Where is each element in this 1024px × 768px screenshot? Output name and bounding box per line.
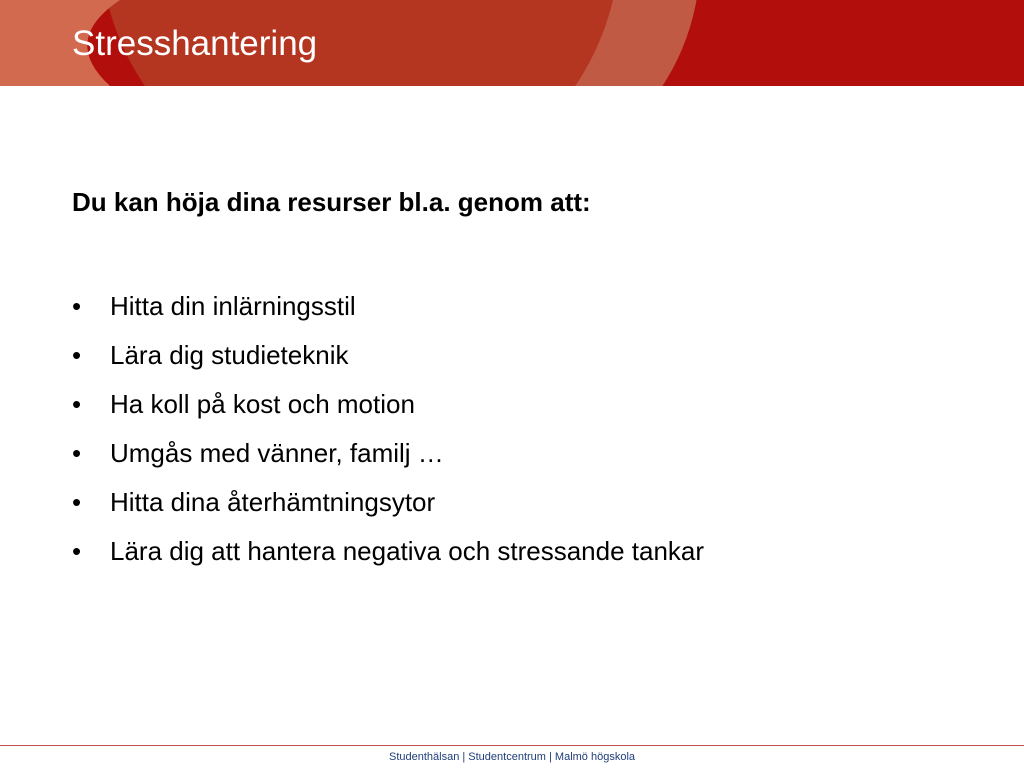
list-item: [72, 429, 704, 478]
list-item-text: Lära dig studieteknik: [110, 340, 349, 370]
bullet-list: [72, 282, 704, 576]
list-item: [72, 282, 704, 331]
list-item-text: Ha koll på kost och motion: [110, 389, 415, 419]
list-item-text: Lära dig att hantera negativa och stressande tankar: [110, 536, 705, 566]
bullet-icon: •: [72, 340, 82, 370]
footer-divider: [0, 745, 1024, 746]
header-band: [0, 0, 1024, 86]
list-item: [72, 527, 704, 576]
bullet-icon: •: [72, 291, 82, 321]
bullet-icon: •: [72, 487, 82, 517]
bullet-icon: •: [72, 389, 82, 419]
footer-text: Studenthälsan | Studentcentrum | Malmö högskola: [388, 751, 636, 763]
slide-intro: Du kan höja dina resurser bl.a. genom att:: [72, 187, 591, 217]
list-item: [72, 478, 704, 527]
list-item-text: Hitta din inlärningsstil: [110, 291, 356, 321]
list-item-text: Umgås med vänner, familj …: [110, 438, 444, 468]
slide-title: Stresshantering: [72, 24, 318, 63]
list-item: [72, 380, 704, 429]
list-item-text: Hitta dina återhämtningsytor: [110, 487, 436, 517]
bullet-icon: •: [72, 438, 82, 468]
bullet-icon: •: [72, 536, 82, 566]
list-item: [72, 331, 704, 380]
